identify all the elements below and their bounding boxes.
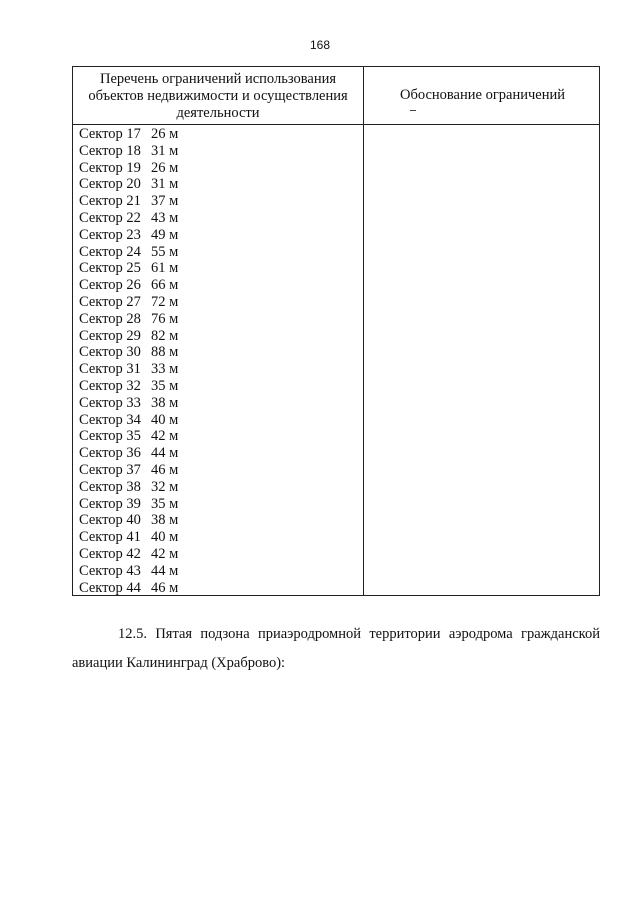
limits-table (72, 66, 600, 596)
sector-name: Сектор 30 (79, 344, 141, 361)
table-row (79, 328, 359, 345)
table-row (79, 529, 359, 546)
table-row (79, 496, 359, 513)
sector-height: 82 м (151, 327, 179, 344)
table-row (79, 512, 359, 529)
table-row (79, 479, 359, 496)
sector-height: 32 м (151, 478, 179, 495)
sector-name: Сектор 34 (79, 411, 141, 428)
sector-height: 44 м (151, 562, 179, 579)
table-row (79, 311, 359, 328)
table-row (79, 580, 359, 597)
sector-height: 61 м (151, 260, 179, 277)
sector-height: 43 м (151, 209, 179, 226)
column-divider (363, 67, 364, 595)
table-row (79, 210, 359, 227)
table-row (79, 244, 359, 261)
sector-height: 72 м (151, 293, 179, 310)
sector-height: 40 м (151, 529, 179, 546)
sector-name: Сектор 36 (79, 445, 141, 462)
sector-name: Сектор 33 (79, 394, 141, 411)
table-row (79, 546, 359, 563)
table-row (79, 294, 359, 311)
table-row (79, 361, 359, 378)
sector-name: Сектор 42 (79, 545, 141, 562)
sector-height: 31 м (151, 176, 179, 193)
sector-height: 46 м (151, 579, 179, 596)
table-row (79, 160, 359, 177)
sector-name: Сектор 19 (79, 159, 141, 176)
sector-name: Сектор 28 (79, 310, 141, 327)
dash-mark (410, 110, 416, 111)
sector-height: 37 м (151, 193, 179, 210)
sector-height: 76 м (151, 310, 179, 327)
sector-height: 66 м (151, 277, 179, 294)
sector-name: Сектор 43 (79, 562, 141, 579)
sector-name: Сектор 38 (79, 478, 141, 495)
sector-name: Сектор 41 (79, 529, 141, 546)
table-row (79, 412, 359, 429)
sector-height: 55 м (151, 243, 179, 260)
sector-name: Сектор 27 (79, 293, 141, 310)
sector-height: 26 м (151, 159, 179, 176)
sector-name: Сектор 17 (79, 126, 141, 142)
header-restrictions-list: Перечень ограничений использования объектов недвижимости и осуществления деятельности (88, 71, 348, 121)
table-row (79, 176, 359, 193)
sector-height: 31 м (151, 142, 179, 159)
header-divider (73, 124, 599, 125)
sector-list (79, 126, 359, 596)
header-justification: Обоснование ограничений (400, 87, 565, 103)
table-row (79, 428, 359, 445)
sector-name: Сектор 44 (79, 579, 141, 596)
sector-height: 42 м (151, 545, 179, 562)
sector-name: Сектор 37 (79, 461, 141, 478)
sector-name: Сектор 39 (79, 495, 141, 512)
sector-height: 38 м (151, 394, 179, 411)
sector-height: 44 м (151, 445, 179, 462)
page-number: 168 (309, 38, 331, 52)
table-row (79, 563, 359, 580)
sector-name: Сектор 22 (79, 209, 141, 226)
sector-height: 35 м (151, 495, 179, 512)
table-row (79, 445, 359, 462)
sector-name: Сектор 25 (79, 260, 141, 277)
sector-height: 35 м (151, 377, 179, 394)
table-row (79, 462, 359, 479)
sector-height: 40 м (151, 411, 179, 428)
sector-name: Сектор 24 (79, 243, 141, 260)
paragraph-12-5: 12.5. Пятая подзона приаэродромной территории аэродрома гражданской авиации Калининград (Храброво): (72, 626, 600, 671)
sector-name: Сектор 40 (79, 512, 141, 529)
sector-name: Сектор 21 (79, 193, 141, 210)
sector-height: 88 м (151, 344, 179, 361)
table-row (79, 227, 359, 244)
sector-name: Сектор 31 (79, 361, 141, 378)
sector-name: Сектор 26 (79, 277, 141, 294)
sector-height: 38 м (151, 512, 179, 529)
table-row (79, 143, 359, 160)
table-row (79, 260, 359, 277)
sector-name: Сектор 20 (79, 176, 141, 193)
sector-height: 33 м (151, 361, 179, 378)
sector-height: 42 м (151, 428, 179, 445)
table-row (79, 395, 359, 412)
sector-name: Сектор 23 (79, 226, 141, 243)
table-row (79, 277, 359, 294)
table-row (79, 378, 359, 395)
table-row (79, 344, 359, 361)
sector-name: Сектор 29 (79, 327, 141, 344)
sector-name: Сектор 35 (79, 428, 141, 445)
sector-name: Сектор 32 (79, 377, 141, 394)
table-row (79, 193, 359, 210)
sector-height: 46 м (151, 461, 179, 478)
sector-name: Сектор 18 (79, 142, 141, 159)
sector-height: 49 м (151, 226, 179, 243)
table-row (79, 126, 359, 143)
sector-height: 26 м (151, 126, 179, 142)
